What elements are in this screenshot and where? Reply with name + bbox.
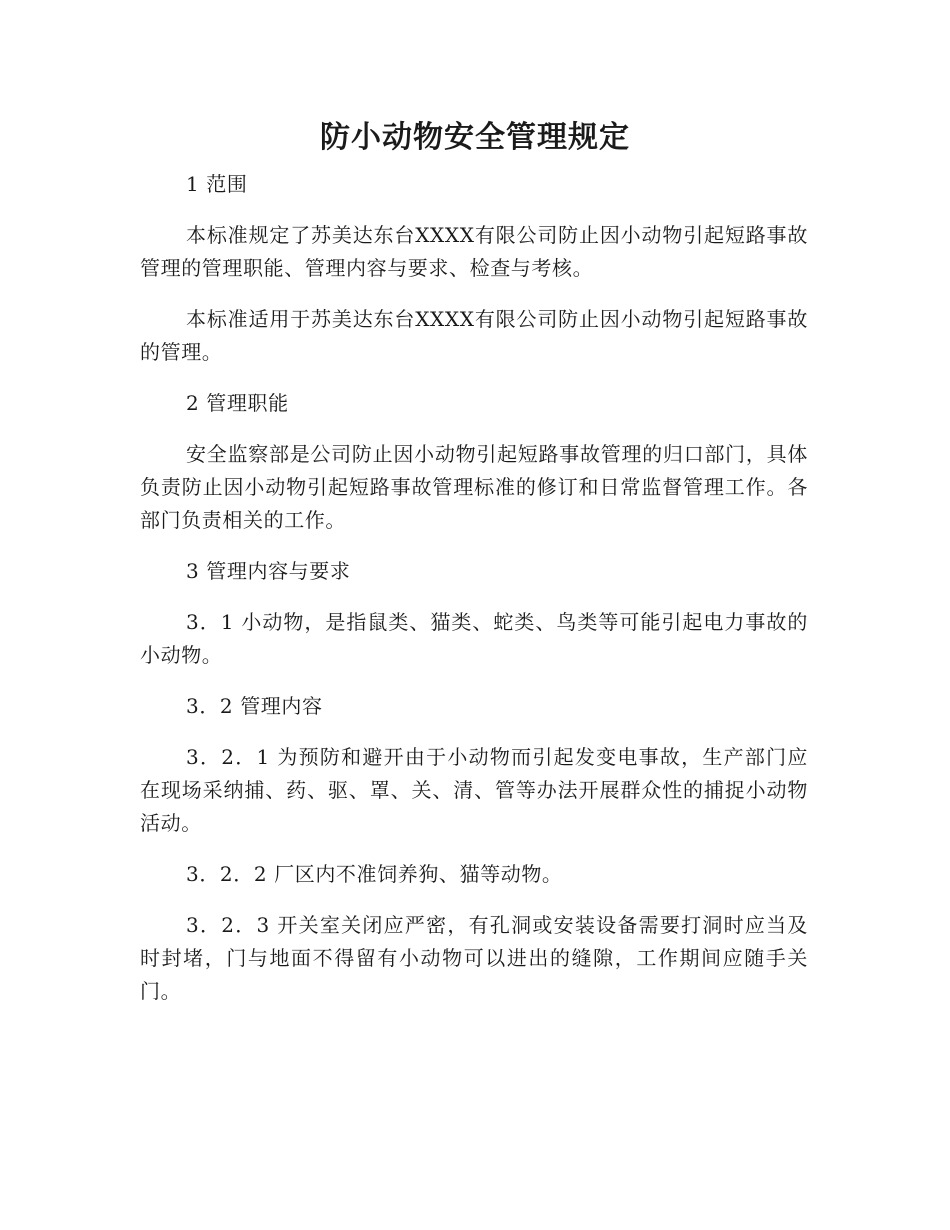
paragraph-3-1: 3．1 小动物，是指鼠类、猫类、蛇类、鸟类等可能引起电力事故的小动物。	[140, 610, 808, 667]
paragraph-scope-1: 本标准规定了苏美达东台XXXX有限公司防止因小动物引起短路事故管理的管理职能、管理内容与要求、检查与考核。	[140, 223, 808, 280]
paragraph-scope-2: 本标准适用于苏美达东台XXXX有限公司防止因小动物引起短路事故的管理。	[140, 307, 808, 364]
paragraph-3-2-1: 3．2．1 为预防和避开由于小动物而引起发变电事故，生产部门应在现场采纳捕、药、驱、罩、关、清、管等办法开展群众性的捕捉小动物活动。	[140, 745, 808, 835]
document-body	[140, 168, 808, 1026]
paragraph-3-2-2: 3．2．2 厂区内不准饲养狗、猫等动物。	[186, 862, 563, 886]
paragraph-3-2-3: 3．2．3 开关室关闭应严密，有孔洞或安装设备需要打洞时应当及时封堵，门与地面不得留有小动物可以进出的缝隙，工作期间应随手关门。	[140, 913, 808, 1003]
section-heading-scope: 1 范围	[186, 172, 248, 196]
subsection-heading-3-2: 3．2 管理内容	[186, 694, 323, 718]
paragraph-management-functions: 安全监察部是公司防止因小动物引起短路事故管理的归口部门，具体负责防止因小动物引起短路事故管理标准的修订和日常监督管理工作。各部门负责相关的工作。	[140, 442, 808, 532]
document-title: 防小动物安全管理规定	[320, 120, 630, 155]
section-heading-management-functions: 2 管理职能	[186, 391, 289, 415]
section-heading-content-requirements: 3 管理内容与要求	[186, 559, 351, 583]
